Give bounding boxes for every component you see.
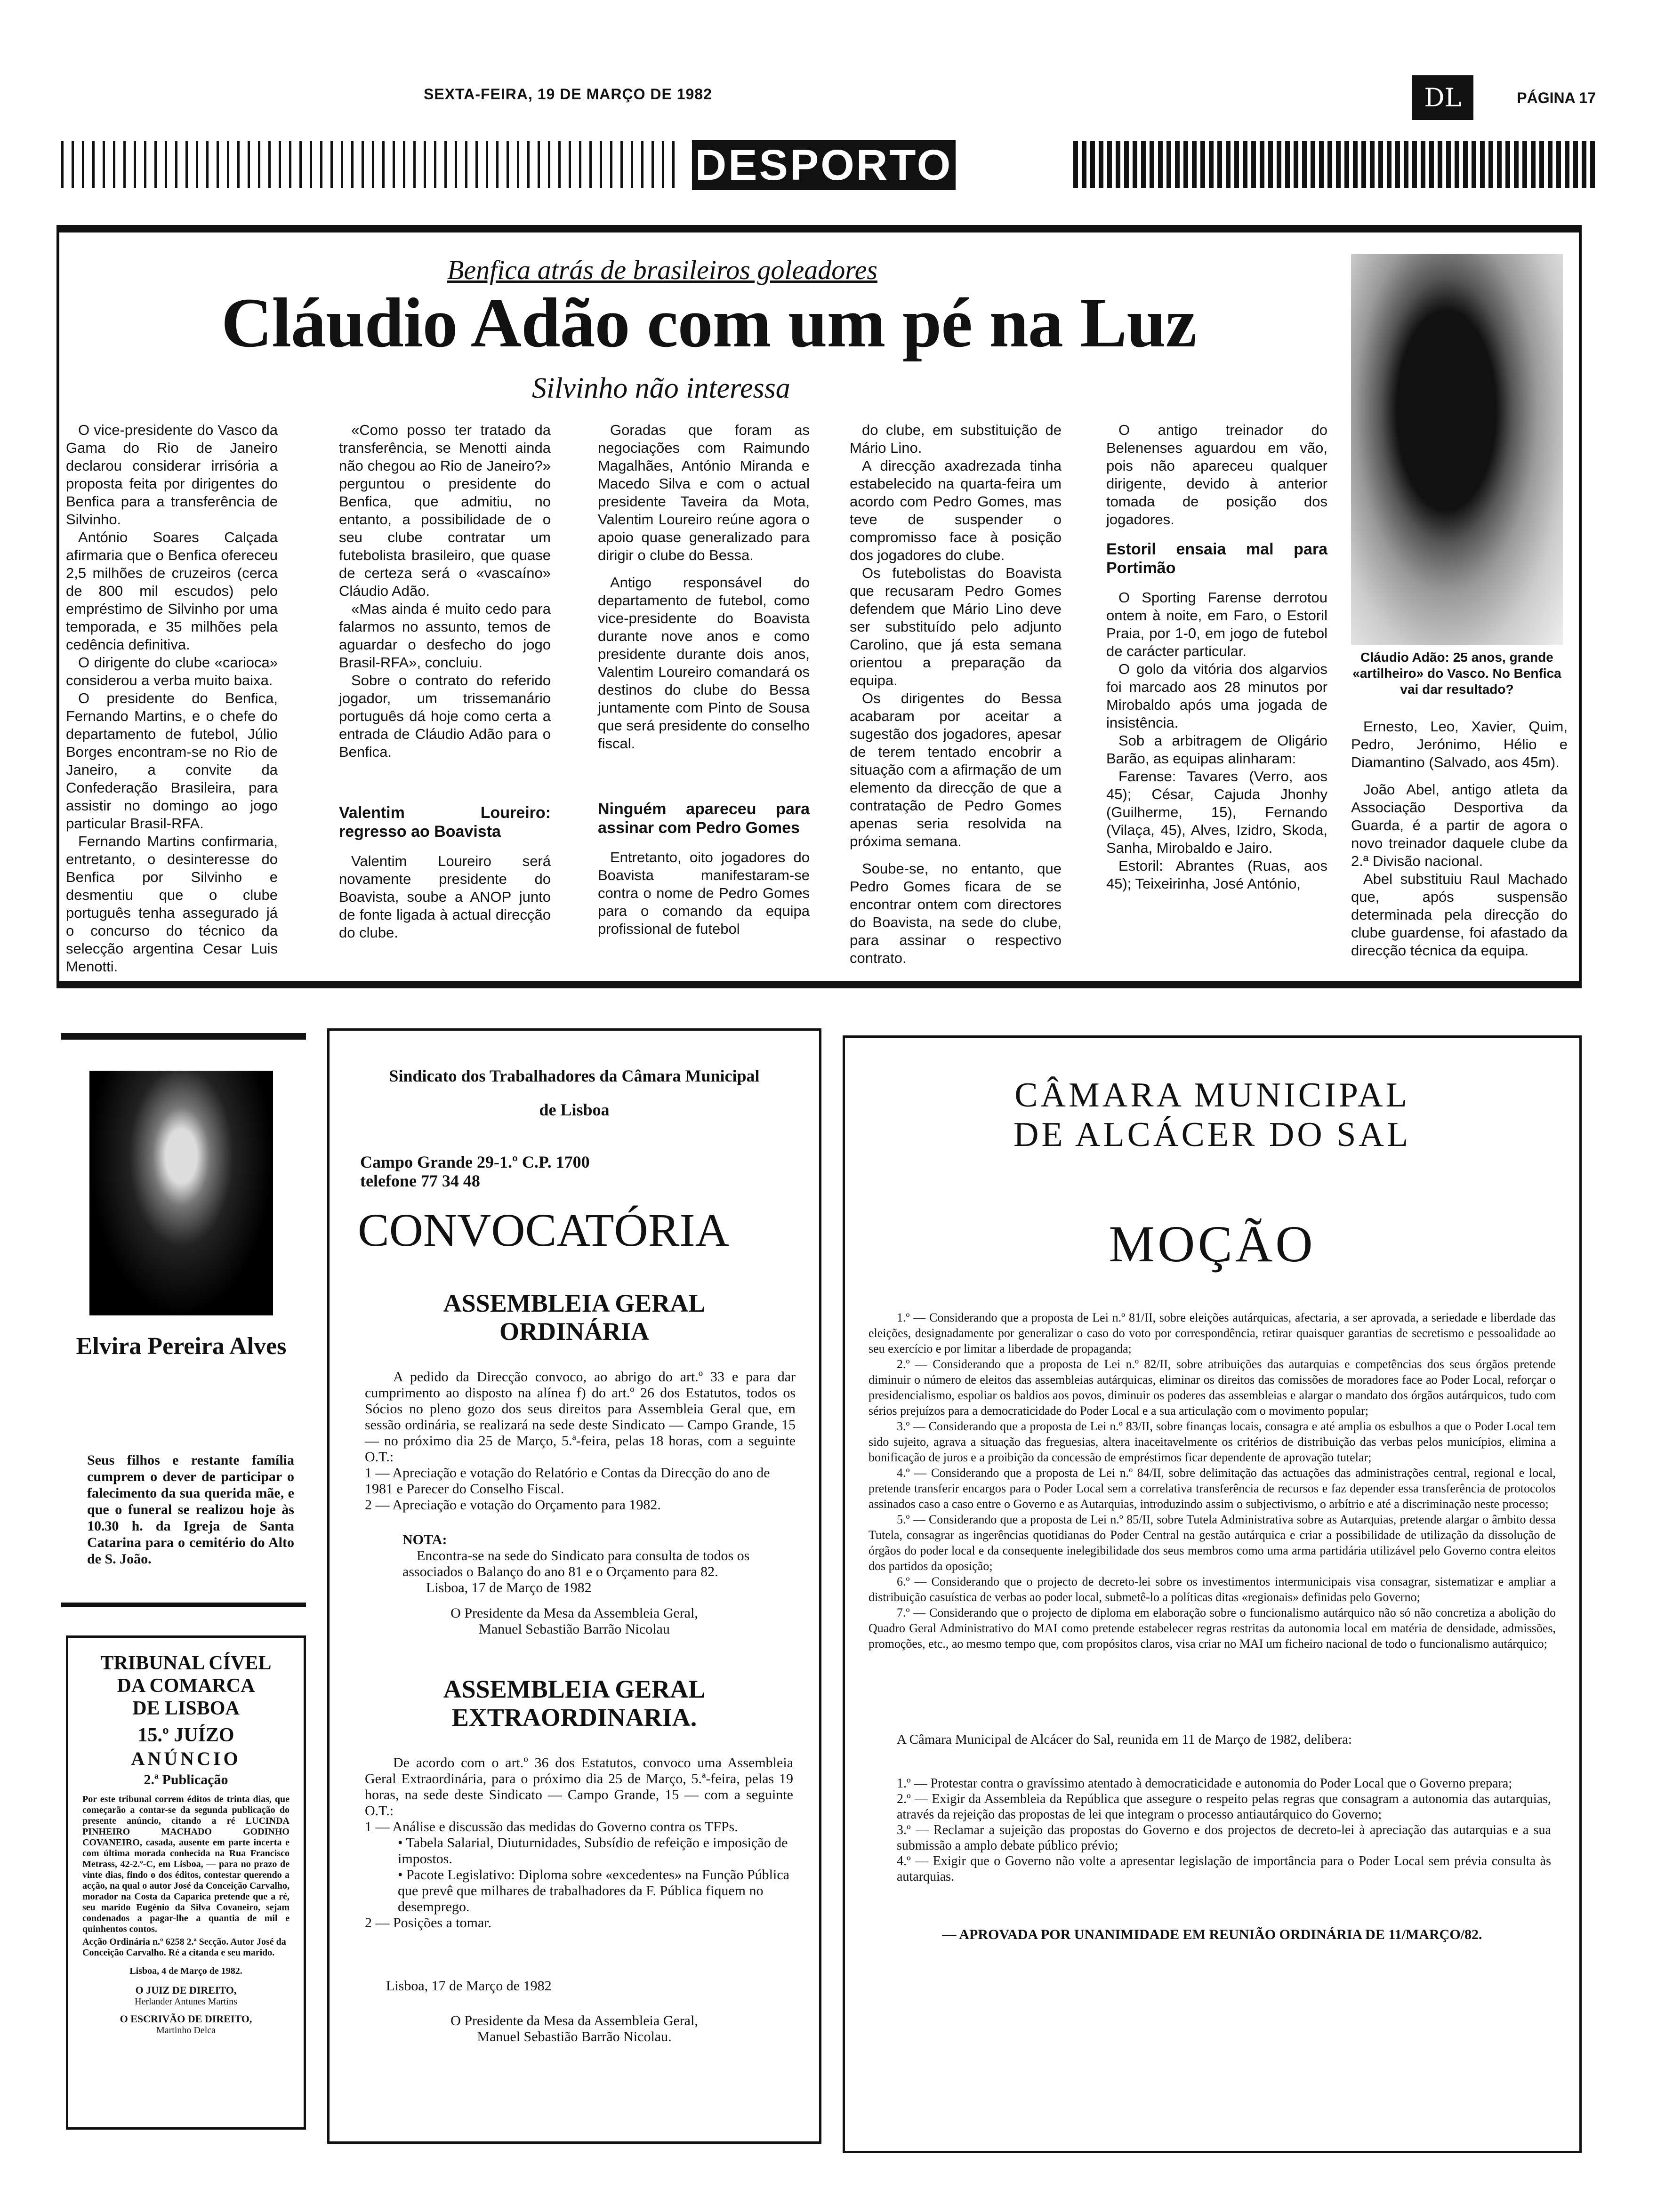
article-bottom-rule <box>56 981 1582 988</box>
paragraph: Antigo responsável do departamento de futebol, como vice-presidente do Boavista durante nove anos e como presidente durante dois anos, Valentim Loureiro comandará os destinos do clube do Bessa juntamente com Pinto de Sousa que será presidente do conselho fiscal. <box>598 574 810 752</box>
paragraph: Sob a arbitragem de Oligário Barão, as equipas alinharam: <box>1106 732 1327 767</box>
paragraph: do clube, em substituição de Mário Lino. <box>850 422 1062 456</box>
paragraph: João Abel, antigo atleta da Associação Desportiva da Guarda, é a partir de agora o novo treinador daquele clube da 2.ª Divisão nacional. <box>1351 781 1568 869</box>
subsection-heading: Estoril ensaia mal para Portimão <box>1106 540 1327 577</box>
extraordinary-title-1: ASSEMBLEIA GERAL <box>443 1675 706 1703</box>
article-subhead: Silvinho não interessa <box>532 372 790 404</box>
tribunal-juizo: 15.º JUÍZO <box>137 1724 234 1746</box>
paragraph: «Como posso ter tratado da transferência, se Menotti ainda não chegou ao Rio de Janeiro?» perguntou o presidente do Benfica, que admitiu, no entanto, a possibilidade de o seu clube contratar um futebolista brasileiro, que quase de certeza será o «vascaíno» Cláudio Adão. <box>339 422 551 599</box>
paragraph: A direcção axadrezada tinha estabelecido na quarta-feira um acordo com Pedro Gomes, mas teve de suspender o compromisso face à posição dos jogadores do clube. <box>850 457 1062 563</box>
mocao-considerations <box>869 1310 1556 1651</box>
ordinary-sign-2: Manuel Sebastião Barrão Nicolau <box>479 1621 670 1637</box>
extraordinary-item-1a: • Tabela Salarial, Diuturnidades, Subsídio de refeição e imposição de impostos. <box>398 1835 788 1867</box>
article-left-rule <box>56 232 59 981</box>
tribunal-title-3: DE LISBOA <box>132 1698 240 1719</box>
resolution-item: 4.º — Exigir que o Governo não volte a apresentar legislação de importância para o Poder Local sem prévia consulta às autarquias. <box>897 1854 1551 1884</box>
extraordinary-sign-1: O Presidente da Mesa da Assembleia Geral, <box>450 2013 698 2028</box>
paragraph: Fernando Martins confirmaria, entretanto, o desinteresse do Benfica por Silvinho e desmentiu que o clube português tenha assegurado já o concurso do técnico da selecção argentina Cesar Luis Menotti. <box>66 833 278 975</box>
tribunal-body: Por este tribunal correm éditos de trinta dias, que começarão a contar-se da segunda publicação do presente anúncio, citando a ré LUCINDA PINHEIRO MACHADO GODINHO COVANEIRO, casada, ausente em parte incerta e com última morada conhecida na Rua Francisco Metrass, 42-2.º-C, em Lisboa, — para no prazo de vinte dias, findo o dos éditos, contestar querendo a acção, na qual o autor José da Conceição Carvalho, morador na Costa da Caparica pretende que a ré, seu marido Eugénio da Silva Covaneiro, sejam condenados a pagar-lhe a quantia de mil e quinhentos contos. <box>82 1794 290 1934</box>
tribunal-notice <box>66 1635 306 2130</box>
ordinary-item-2: 2 — Apreciação e votação do Orçamento para 1982. <box>365 1497 661 1513</box>
convocatoria-title: CONVOCATÓRIA <box>358 1204 729 1256</box>
paragraph: António Soares Calçada afirmaria que o Benfica ofereceu 2,5 milhões de cruzeiros (cerca de 800 mil escudos) pelo empréstimo de Silvinho por uma temporada, e 35 milhões pela cedência definitiva. <box>66 529 278 653</box>
extraordinary-item-1: 1 — Análise e discussão das medidas do Governo contra os TFPs. <box>365 1819 738 1835</box>
sindicato-address: Campo Grande 29-1.º C.P. 1700 <box>360 1153 590 1171</box>
subsection-heading: Ninguém apareceu para assinar com Pedro Gomes <box>598 800 810 837</box>
consideration-item: 7.º — Considerando que o projecto de diploma em elaboração sobre o funcionalismo autárquico não só não concretiza a abolição do Quadro Geral Administrativo do MAI como pretende estabelecer regras restritas da autonomia local em matéria de densidade, admissões, promoções, etc., ao mesmo tempo que, com propósitos claros, visa criar no MAI um ficheiro nacional de todo o funcionalismo autárquico; <box>869 1606 1556 1651</box>
article-column-5 <box>1106 421 1327 893</box>
page-number: PÁGINA 17 <box>1517 89 1596 106</box>
ordinary-title-1: ASSEMBLEIA GERAL <box>443 1289 706 1317</box>
tribunal-accao: Acção Ordinária n.º 6258 2.ª Secção. Autor José da Conceição Carvalho. Ré a citanda e seu marido. <box>82 1937 286 1958</box>
extraordinary-item-1b: • Pacote Legislativo: Diploma sobre «excedentes» na Função Pública que prevê que milhares de trabalhadores da F. Pública fiquem no desemprego. <box>398 1867 789 1915</box>
nota-label: NOTA: <box>402 1532 447 1547</box>
article-top-rule <box>56 225 1582 232</box>
article-column-2 <box>339 421 551 942</box>
nota-text: Encontra-se na sede do Sindicato para consulta de todos os associados o Balanço do ano 81 e o Orçamento para 82. <box>402 1548 750 1579</box>
article-kicker: Benfica atrás de brasileiros goleadores <box>447 255 877 285</box>
issue-date: SEXTA-FEIRA, 19 DE MARÇO DE 1982 <box>424 86 712 103</box>
consideration-item: 1.º — Considerando que a proposta de Lei n.º 81/II, sobre eleições autárquicas, afectaria, a ser aprovada, a seriedade e liberdade das eleições, designadamente por generalizar o caso do voto por correspondência, retirar quaisquer garantias de secretismo e pessoalidade ao seu exercício e por limitar a liberdade de propaganda; <box>869 1311 1556 1355</box>
article-column-3 <box>598 421 810 938</box>
judge-name: Herlander Antunes Martins <box>135 1996 237 2007</box>
paragraph: Ernesto, Leo, Xavier, Quim, Pedro, Jerónimo, Hélio e Diamantino (Salvado, aos 45m). <box>1351 718 1568 770</box>
ordinary-body: A pedido da Direcção convoco, ao abrigo do art.º 33 e para dar cumprimento ao disposto na alínea f) do art.º 26 dos Estatutos, todos os Sócios no pleno gozo dos seus direitos para Assembleia Geral que, em sessão ordinária, se realizará na sede deste Sindicato — Campo Grande, 15 — no próximo dia 25 de Março, 5.ª-feira, pelas 18 horas, com a seguinte O.T.: <box>365 1369 796 1465</box>
player-photo <box>1351 254 1563 645</box>
extraordinary-title-2: EXTRAORDINARIA. <box>451 1703 697 1731</box>
camara-delibera: A Câmara Municipal de Alcácer do Sal, reunida em 11 de Março de 1982, delibera: <box>897 1732 1352 1747</box>
paragraph: «Mas ainda é muito cedo para falarmos no assunto, temos de aguardar o desfecho do jogo Brasil-RFA», concluiu. <box>339 601 551 671</box>
paragraph: O dirigente do clube «carioca» considerou a verba muito baixa. <box>66 654 278 689</box>
extraordinary-date: Lisboa, 17 de Março de 1982 <box>386 1978 552 1994</box>
tribunal-title-2: DA COMARCA <box>117 1675 255 1697</box>
paragraph: O vice-presidente do Vasco da Gama do Rio de Janeiro declarou considerar irrisória a proposta feita por dirigentes do Benfica para a transferência de Silvinho. <box>66 422 278 528</box>
paragraph: Sobre o contrato do referido jogador, um trissemanário português dá hoje como certa a entrada de Cláudio Adão para o Benfica. <box>339 672 551 760</box>
obituary-text: Seus filhos e restante família cumprem o dever de participar o falecimento da sua querida mãe, e que o funeral se realizou hoje às 10.30 h. da Igreja de Santa Catarina para o cemitério do Alto de S. João. <box>87 1452 294 1567</box>
resolutions-list <box>897 1776 1551 1884</box>
article-column-4 <box>850 421 1062 967</box>
photo-caption: Cláudio Adão: 25 anos, grande «artilheiro» do Vasco. No Benfica vai dar resultado? <box>1352 650 1561 697</box>
clerk-title: O ESCRIVÃO DE DIREITO, <box>120 2013 252 2025</box>
obituary-bottom-rule <box>61 1603 306 1607</box>
paragraph: Abel substituiu Raul Machado que, após suspensão determinada pela direcção do clube guardense, foi afastado da direcção técnica da equipa. <box>1351 871 1568 959</box>
sindicato-org-2: de Lisboa <box>539 1100 610 1119</box>
approval-line: — APROVADA POR UNANIMIDADE EM REUNIÃO ORDINÁRIA DE 11/MARÇO/82. <box>942 1927 1482 1942</box>
obituary-name: Elvira Pereira Alves <box>76 1333 287 1360</box>
mocao-title: MOÇÃO <box>1109 1215 1316 1273</box>
consideration-item: 5.º — Considerando que a proposta de Lei n.º 85/II, sobre Tutela Administrativa sobre as Autarquias, pretende alargar o âmbito dessa Tutela, consagrar as ingerências quotidianas do Poder Central na gestão autárquica e criar a possibilidade de utilização da dissolução de órgãos do poder local e da consequente inelegibilidade dos seus membros como uma arma partidária utilizável pelo Governo contra eleitos dos partidos da oposição; <box>869 1513 1556 1573</box>
resolution-item: 2.º — Exigir da Assembleia da República que assegure o respeito pelas regras que consagram a autonomia das autarquias, através da rejeição das propostas de lei que integram o processo antiautárquico do Governo; <box>897 1792 1551 1822</box>
section-band-right <box>1073 141 1596 188</box>
paragraph: Os futebolistas do Boavista que recusaram Pedro Gomes defendem que Mário Lino deve ser substituído pelo adjunto Carolino, que já esta semana orientou a preparação da equipa. <box>850 565 1062 689</box>
extraordinary-item-2: 2 — Posições a tomar. <box>365 1915 492 1931</box>
clerk-name: Martinho Delca <box>156 2025 216 2036</box>
paragraph: Os dirigentes do Bessa acabaram por aceitar a sugestão dos jogadores, apesar de terem tentado encobrir a situação com a afirmação de um elemento da direcção de que a contratação de Pedro Gomes apenas seria resolvida na próxima semana. <box>850 690 1062 850</box>
paragraph: O golo da vitória dos algarvios foi marcado aos 28 minutos por Mirobaldo após uma jogada de insistência. <box>1106 661 1327 731</box>
paragraph: Entretanto, oito jogadores do Boavista manifestaram-se contra o nome de Pedro Gomes para o comando da equipa profissional de futebol <box>598 849 810 937</box>
camara-notice <box>843 1035 1582 2153</box>
ordinary-title-2: ORDINÁRIA <box>499 1317 649 1346</box>
section-title: DESPORTO <box>692 140 956 190</box>
consideration-item: 4.º — Considerando que a proposta de Lei n.º 84/II, sobre delimitação das actuações das administrações central, regional e local, pretende transferir encargos para o Poder Local sem a correlativa transferência de recursos e faz depender essa transferência de protocolos assinados caso a caso entre o Governo e as Autarquias, introduzindo assim o subjectivismo, o arbítrio e até a discriminação neste processo; <box>869 1466 1556 1511</box>
tribunal-date: Lisboa, 4 de Março de 1982. <box>129 1966 242 1976</box>
sindicato-phone: telefone 77 34 48 <box>360 1171 480 1190</box>
camara-title-1: CÂMARA MUNICIPAL <box>1014 1076 1410 1114</box>
resolution-item: 1.º — Protestar contra o gravíssimo atentado à democraticidade e autonomia do Poder Local que o Governo prepara; <box>897 1776 1512 1791</box>
paragraph: Estoril: Abrantes (Ruas, aos 45); Teixeirinha, José António, <box>1106 858 1327 892</box>
consideration-item: 2.º — Considerando que a proposta de Lei n.º 82/II, sobre atribuições das autarquias e competências dos seus órgãos pretende diminuir o número de eleitos das assembleias autárquicas, eliminar os direitos das comissões de moradores face ao Poder Local, reforçar o presidencialismo, espoliar os baldios aos povos, diminuir os poderes das assembleias e alargar o mandato dos órgãos autárquicos, tudo com sérios prejuízos para a democraticidade do Poder Local e a sua articulação com o movimento popular; <box>869 1357 1556 1418</box>
paragraph: O antigo treinador do Belenenses aguardou em vão, pois não apareceu qualquer dirigente, devido à anterior tomada de posição dos jogadores. <box>1106 422 1327 528</box>
tribunal-publicacao: 2.ª Publicação <box>144 1772 228 1787</box>
extraordinary-body: De acordo com o art.º 36 dos Estatutos, convoco uma Assembleia Geral Extraordinária, para o próximo dia 25 de Março, 5.ª-feira, pelas 19 horas, na sede deste Sindicato — Campo Grande, 15 — com a seguinte O.T.: <box>365 1755 793 1819</box>
consideration-item: 6.º — Considerando que o projecto de decreto-lei sobre os investimentos intermunicipais visa consagrar, sistematizar e ampliar a distribuição casuística de verbas ao poder local, submetê-lo a políticas ditas «regionais» definidas pelo Governo; <box>869 1575 1556 1604</box>
subsection-heading: Valentim Loureiro: regresso ao Boavista <box>339 804 551 841</box>
paragraph: O Sporting Farense derrotou ontem à noite, em Faro, o Estoril Praia, por 1-0, em jogo de futebol de carácter particular. <box>1106 589 1327 659</box>
sindicato-org-1: Sindicato dos Trabalhadores da Câmara Municipal <box>389 1066 760 1085</box>
ordinary-date: Lisboa, 17 de Março de 1982 <box>426 1580 592 1595</box>
ordinary-sign-1: O Presidente da Mesa da Assembleia Geral, <box>450 1605 698 1621</box>
tribunal-title-1: TRIBUNAL CÍVEL <box>100 1652 272 1674</box>
sindicato-notice <box>327 1028 821 2144</box>
tribunal-anuncio: ANÚNCIO <box>131 1748 241 1769</box>
newspaper-logo: DL <box>1412 75 1473 120</box>
consideration-item: 3.º — Considerando que a proposta de Lei n.º 83/II, sobre finanças locais, consagra e até amplia os esbulhos a que o Poder Local tem sido sujeito, agrava a situação das freguesias, altera inaceitavelmente os critérios de distribuição das verbas pelos municípios, elimina a bonificação de juros e a proibição da concessão de empréstimos ficar dependente de aprovação tutelar; <box>869 1419 1556 1464</box>
paragraph: Valentim Loureiro será novamente presidente do Boavista, soube a ANOP junto de fonte ligada à actual direcção do clube. <box>339 853 551 941</box>
camara-title-2: DE ALCÁCER DO SAL <box>1013 1115 1411 1154</box>
obituary-photo <box>89 1071 273 1315</box>
paragraph: Farense: Tavares (Verro, aos 45); César, Cajuda Jhonhy (Guilherme, 15), Fernando (Vilaça, 45), Alves, Izidro, Skoda, Sanha, Mirobaldo e Jairo. <box>1106 768 1327 856</box>
article-column-6 <box>1351 718 1568 960</box>
paragraph: O presidente do Benfica, Fernando Martins, e o chefe do departamento de futebol, Júlio Borges encontram-se no Rio de Janeiro, a convite da Confederação Brasileira, para assistir no domingo ao jogo particular Brasil-RFA. <box>66 690 278 832</box>
article-column-1 <box>66 421 278 976</box>
resolution-item: 3.º — Reclamar a sujeição das propostas do Governo e dos projectos de decreto-lei à apreciação das autarquias e a sua submissão a amplo debate público prévio; <box>897 1823 1551 1853</box>
section-band-left <box>61 141 678 188</box>
judge-title: O JUIZ DE DIREITO, <box>135 1984 237 1996</box>
extraordinary-sign-2: Manuel Sebastião Barrão Nicolau. <box>477 2029 672 2044</box>
article-headline: Cláudio Adão com um pé na Luz <box>221 284 1197 362</box>
paragraph: Goradas que foram as negociações com Raimundo Magalhães, António Miranda e Macedo Silva e com o actual presidente Taveira da Mota, Valentim Loureiro reúne agora o apoio quase generalizado para dirigir o clube do Bessa. <box>598 422 810 563</box>
ordinary-item-1: 1 — Apreciação e votação do Relatório e Contas da Direcção do ano de 1981 e Parecer do Conselho Fiscal. <box>365 1465 770 1497</box>
article-right-rule <box>1579 232 1582 981</box>
paragraph: Soube-se, no entanto, que Pedro Gomes ficara de se encontrar ontem com directores do Boavista, na sede do clube, para assinar o respectivo contrato. <box>850 860 1062 966</box>
obituary-top-rule <box>61 1033 306 1040</box>
